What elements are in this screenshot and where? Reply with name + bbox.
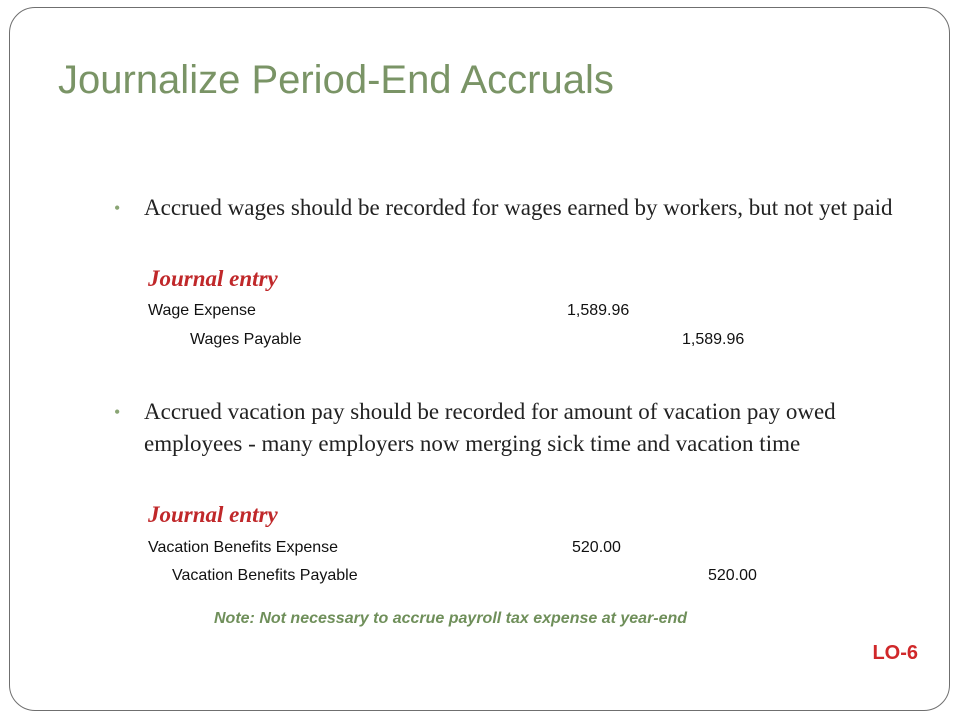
bullet-dot-icon: • bbox=[114, 402, 121, 422]
journal-entry-label: Journal entry bbox=[148, 502, 278, 527]
slide-frame bbox=[9, 7, 950, 711]
entry-debit: 520.00 bbox=[572, 539, 621, 556]
bullet-item bbox=[114, 192, 904, 224]
bullet-dot-icon: • bbox=[114, 198, 121, 218]
slide-title: Journalize Period-End Accruals bbox=[58, 58, 614, 102]
entry-account: Wages Payable bbox=[190, 331, 302, 348]
entry-account: Vacation Benefits Payable bbox=[172, 567, 358, 584]
entry-credit: 520.00 bbox=[708, 567, 757, 584]
entry-account: Vacation Benefits Expense bbox=[148, 539, 339, 556]
entry-credit: 1,589.96 bbox=[682, 331, 745, 348]
entry-account: Wage Expense bbox=[148, 302, 256, 319]
entry-debit: 1,589.96 bbox=[567, 302, 630, 319]
lo-tag: LO-6 bbox=[872, 642, 918, 664]
journal-entry-label: Journal entry bbox=[148, 266, 278, 291]
bullet-item bbox=[114, 396, 904, 460]
bullet-text: Accrued vacation pay should be recorded for amount of vacation pay owed employees - many employers now merging sick time and vacation time bbox=[144, 399, 836, 456]
bullet-text: Accrued wages should be recorded for wages earned by workers, but not yet paid bbox=[144, 195, 893, 220]
note-text: Note: Not necessary to accrue payroll tax expense at year-end bbox=[214, 610, 688, 627]
